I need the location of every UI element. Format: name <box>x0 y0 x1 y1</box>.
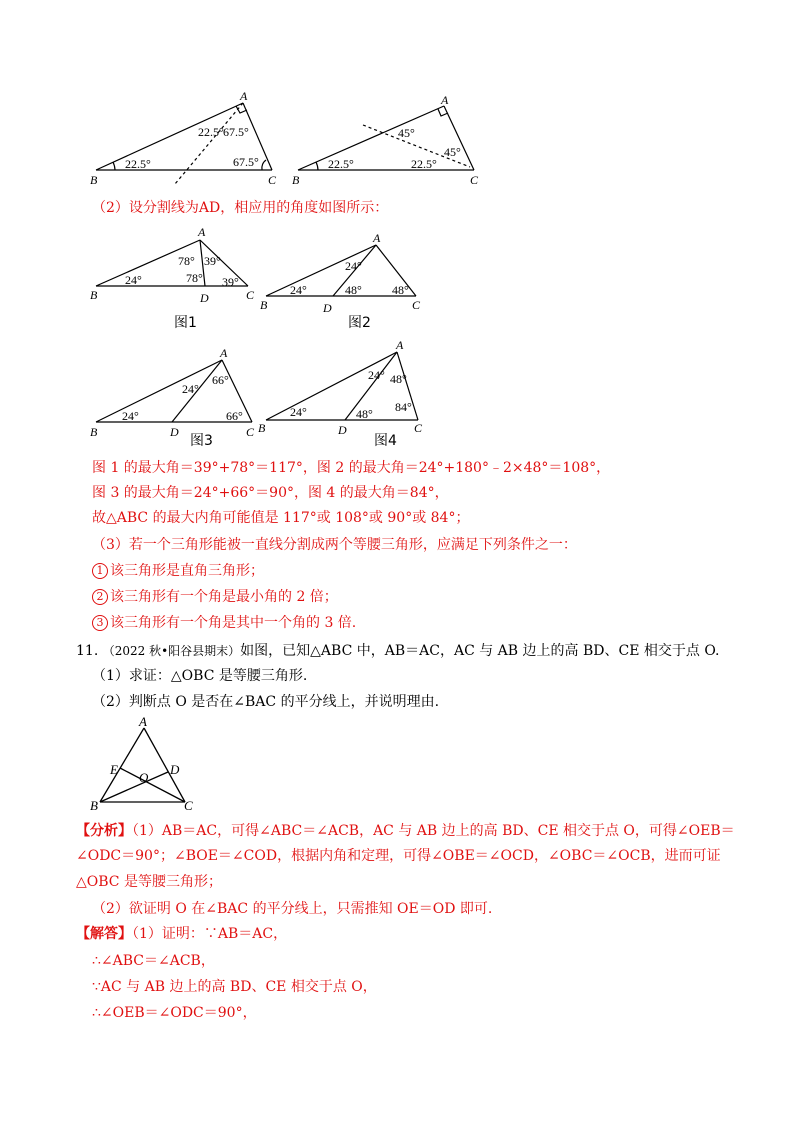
angle-b: 24° <box>125 273 142 287</box>
label-A: A <box>198 225 206 239</box>
solution-tag: 【解答】 <box>76 926 132 942</box>
label-C: C <box>470 173 479 187</box>
angle-c: 67.5° <box>233 155 259 169</box>
question-11-sub2: （2）判断点 O 是否在∠BAC 的平分线上，并说明理由. <box>92 694 440 710</box>
analysis-line-3: △OBC 是等腰三角形； <box>76 874 222 890</box>
label-D: D <box>338 423 347 437</box>
label-B: B <box>90 425 98 439</box>
angle-a1: 22.5° <box>198 125 224 139</box>
condition-number: 1 <box>92 563 108 579</box>
question-text: 如图，已知△ABC 中，AB＝AC，AC 与 AB 边上的高 BD、CE 相交于点 O. <box>240 643 720 659</box>
result-line-1: 图 1 的最大角＝39°+78°＝117°，图 2 的最大角＝24°+180°﹣2×48°＝108°， <box>92 460 611 476</box>
label-B: B <box>90 173 98 187</box>
label-C: C <box>246 425 255 439</box>
figure-3-caption: 图3 <box>190 433 213 449</box>
label-A: A <box>396 338 404 352</box>
angle-a2: 48° <box>390 372 407 386</box>
angle-c1: 45° <box>444 145 461 159</box>
question-number: 11. <box>76 643 99 659</box>
angle-a2: 39° <box>204 254 221 268</box>
angle-d: 78° <box>186 271 203 285</box>
label-C: C <box>246 288 255 302</box>
analysis-line-2: ∠ODC＝90°；∠BOE＝∠COD，根据内角和定理，可得∠OBE＝∠OCD，∠OBC＝∠OCB，进而可证 <box>76 848 721 864</box>
result-line-2: 图 3 的最大角＝24°+66°＝90°，图 4 的最大角＝84°， <box>92 485 449 501</box>
label-C: C <box>412 298 421 312</box>
condition-text: 该三角形有一个角是其中一个角的 3 倍. <box>110 615 357 631</box>
angle-c: 84° <box>395 400 412 414</box>
angle-a1: 24° <box>182 382 199 396</box>
angle-a2: 66° <box>212 373 229 387</box>
angle-b: 24° <box>122 409 139 423</box>
angle-b: 22.5° <box>328 157 354 171</box>
analysis-line-4: （2）欲证明 O 在∠BAC 的平分线上，只需推知 OE＝OD 即可. <box>92 901 493 917</box>
condition-number: 3 <box>92 615 108 631</box>
label-C: C <box>414 421 423 435</box>
solution-text: （1）证明：∵AB＝AC， <box>132 926 288 942</box>
angle-c2: 22.5° <box>411 157 437 171</box>
label-D: D <box>323 301 332 315</box>
label-B: B <box>90 288 98 302</box>
angle-a: 24° <box>345 259 362 273</box>
angle-a2: 67.5° <box>223 125 249 139</box>
figure-4-caption: 图4 <box>374 433 397 449</box>
label-C: C <box>184 798 193 813</box>
question-11-sub1: （1）求证：△OBC 是等腰三角形. <box>92 668 308 684</box>
label-D: D <box>170 762 180 777</box>
label-B: B <box>260 298 268 312</box>
label-B: B <box>90 798 98 813</box>
angle-d: 48° <box>356 407 373 421</box>
analysis-line-1 <box>76 821 735 841</box>
question-source: （2022 秋•阳谷县期末） <box>102 644 241 658</box>
angle-b: 24° <box>290 283 307 297</box>
angle-a1: 78° <box>178 254 195 268</box>
label-E: E <box>110 762 118 777</box>
label-D: D <box>170 425 179 439</box>
label-C: C <box>268 173 277 187</box>
part2-intro: （2）设分割线为AD，相应用的角度如图所示： <box>92 200 389 216</box>
label-O: O <box>139 770 149 785</box>
figure-1-caption: 图1 <box>174 315 197 331</box>
angle-b: 22.5° <box>125 157 151 171</box>
solution-line-3: ∵AC 与 AB 边上的高 BD、CE 相交于点 O， <box>92 979 377 995</box>
figure-2-caption: 图2 <box>348 315 371 331</box>
analysis-text: （1）AB＝AC，可得∠ABC＝∠ACB，AC 与 AB 边上的高 BD、CE 相交于点 O，可得∠OEB＝ <box>132 823 735 839</box>
analysis-tag: 【分析】 <box>76 823 132 839</box>
label-A: A <box>240 89 248 103</box>
label-B: B <box>292 173 300 187</box>
result-line-3: 故△ABC 的最大内角可能值是 117°或 108°或 90°或 84°； <box>92 510 470 526</box>
solution-line-1 <box>76 924 287 944</box>
angle-c: 39° <box>222 275 239 289</box>
angle-b: 24° <box>290 405 307 419</box>
label-A: A <box>220 346 228 360</box>
solution-line-2: ∴∠ABC＝∠ACB， <box>92 953 215 969</box>
angle-c: 66° <box>226 409 243 423</box>
part3-intro: （3）若一个三角形能被一直线分割成两个等腰三角形，应满足下列条件之一： <box>92 537 577 553</box>
label-A: A <box>373 231 381 245</box>
condition-text: 该三角形有一个角是最小角的 2 倍； <box>110 589 338 605</box>
label-B: B <box>258 421 266 435</box>
angle-a1: 24° <box>368 368 385 382</box>
label-A: A <box>441 93 449 107</box>
angle-c: 48° <box>392 283 409 297</box>
angle-d: 48° <box>345 283 362 297</box>
label-A: A <box>139 714 147 729</box>
condition-text: 该三角形是直角三角形； <box>110 563 264 579</box>
angle-a: 45° <box>398 126 415 140</box>
label-D: D <box>200 291 209 305</box>
condition-number: 2 <box>92 589 108 605</box>
solution-line-4: ∴∠OEB＝∠ODC＝90°， <box>92 1005 257 1021</box>
